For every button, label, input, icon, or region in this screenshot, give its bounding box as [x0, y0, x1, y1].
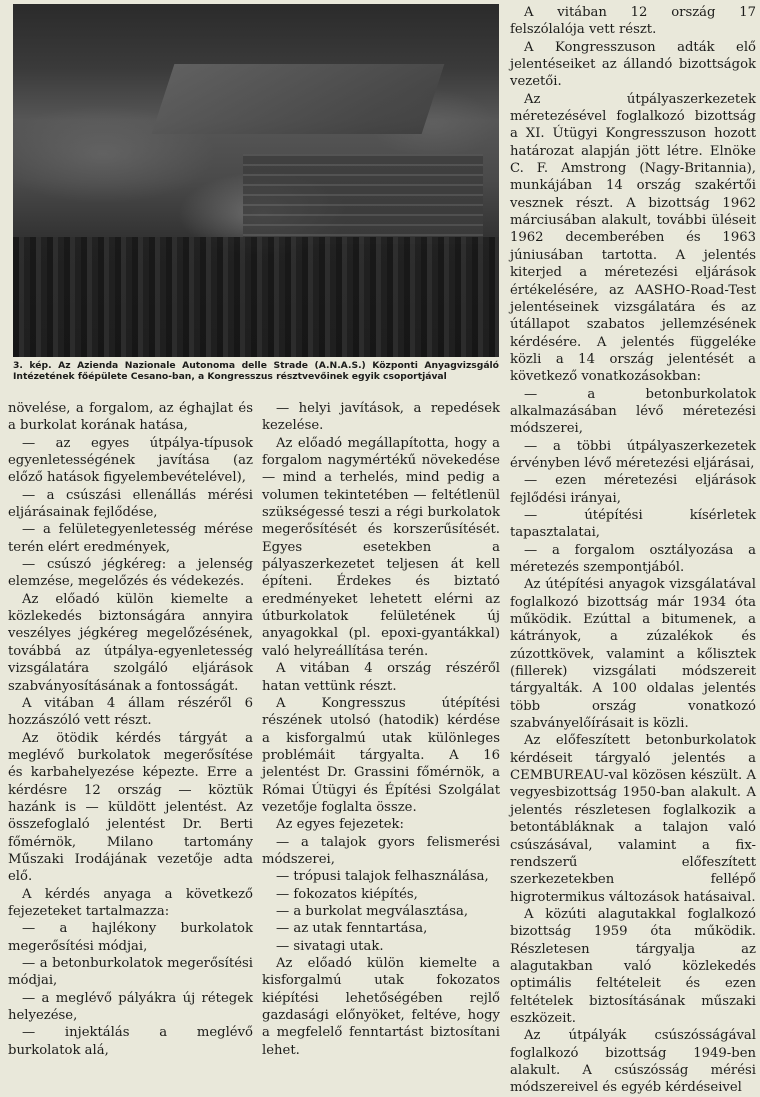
list-item: — a többi útpályaszerkezetek érvényben lévő méretezési eljárásai,: [510, 438, 756, 471]
list-item: — a hajlékony burkolatok megerősítési módjai,: [8, 921, 253, 954]
list-item: — a talajok gyors felismerési módszerei,: [262, 834, 500, 867]
list-item: — csúszó jégkéreg: a jelenség elemzése, megelőzés és védekezés.: [8, 557, 253, 590]
list-item: — a burkolat megválasztása,: [276, 903, 469, 919]
photo-crowd-shape: [13, 237, 499, 357]
paragraph: Az ötödik kérdés tárgyát a meglévő burkolatok megerősítése és karbahelyezése képezte. Erre a kérdésre 12 ország — köztük hazánk is — küldött jelentést. Az összefoglaló jelentést Dr. Berti főmérnök, Milano tartomány Műszaki Irodájának vezetője adta elő.: [8, 730, 253, 885]
list-item: — az egyes útpálya-típusok egyenletességének javítása (az előző hatások figyelembevételével),: [8, 435, 253, 486]
paragraph: A vitában 12 ország 17 felszólalója vett részt.: [510, 5, 756, 38]
list-item: — sivatagi utak.: [276, 938, 384, 954]
list-item: — a meglévő pályákra új rétegek helyezése,: [8, 990, 253, 1024]
conference-photo: [13, 4, 499, 357]
list-item: — ezen méretezési eljárások fejlődési irányai,: [510, 473, 756, 506]
list-item: — a forgalom osztályozása a méretezés szempontjából.: [510, 542, 756, 575]
list-item: — az utak fenntartása,: [276, 921, 428, 937]
paragraph: Az előadó külön kiemelte a kisforgalmú utak fokozatos kiépítési lehetőségében rejlő gazdasági előnyöket, feltéve, hogy a megfelelő fenntartást biztosítani lehet.: [262, 956, 500, 1058]
paragraph: Az előadó külön kiemelte a közlekedés biztonságára annyira veszélyes jégkéreg megelőzésének, továbbá az útpálya-egyenletesség vizsgálatára szolgáló eljárások szabványosításának a fontosságát.: [8, 591, 253, 694]
list-item: — a felületegyenletesség mérése terén elért eredmények,: [8, 522, 253, 555]
list-item: — a betonburkolatok megerősítési módjai,: [8, 956, 253, 989]
list-item: — trópusi talajok felhasználása,: [276, 869, 489, 885]
photo-building-shape: [243, 154, 483, 244]
paragraph: A közúti alagutakkal foglalkozó bizottság 1959 óta működik. Részletesen tárgyalja az alagutakban való közlekedés optimális feltételeit és ezen feltételek biztosításának műszaki eszközeit.: [510, 906, 756, 1026]
text-column-1: [8, 400, 253, 1059]
photo-caption: 3. kép. Az Azienda Nazionale Autonoma delle Strade (A.N.A.S.) Központi Anyagvizsgáló Intézetének főépülete Cesano-ban, a Kongresszus résztvevőinek egyik csoportjával: [13, 360, 499, 382]
paragraph: Az útpályaszerkezetek méretezésével foglalkozó bizottság a XI. Útügyi Kongresszuson hozott határozat alapján jött létre. Elnöke C. F. Amstrong (Nagy-Britannia), munkájában 14 ország szakértői vesznek részt. A bizottság 1962 márciusában alakult, további üléseit 1962 decemberében és 1963 júniusában tartotta. A jelentés kiterjed a méretezési eljárások értékelésére, az AASHO-Road-Test jelentéseinek vizsgálatára és az útállapot szabatos jellemzésének kérdésére. A jelentés függeléke közli a 14 ország jelentését a következő vonatkozásokban:: [510, 91, 756, 385]
paragraph: Az előadó megállapította, hogy a forgalom nagymértékű növekedése — mind a terhelés, mind pedig a volumen tekintetében — feltétlenül szükségessé teszi a régi burkolatok megerősítését és korszerűsítését. Egyes esetekben a pályaszerkezetet teljesen át kell építeni. Érdekes és biztató eredményeket lehetett elérni az útburkolatok felületének új anyagokkal (pl. epoxi-gyantákkal) való helyreállítása terén.: [262, 435, 500, 659]
paragraph: Az útépítési anyagok vizsgálatával foglalkozó bizottság már 1934 óta működik. Ezúttal a bitumenek, a kátrányok, a zúzalékok és zúzottkövek, valamint a kőlisztek (fillerek) vizsgálati módszereit tárgyalták. A 100 oldalas jelentés több ország vonatkozó szabványelőírásait is közli.: [510, 577, 756, 732]
list-item: — injektálás a meglévő burkolatok alá,: [8, 1025, 253, 1058]
paragraph: A Kongresszuson adták elő jelentéseiket az állandó bizottságok vezetői.: [510, 39, 756, 90]
list-item: — fokozatos kiépítés,: [276, 886, 418, 902]
text-column-3: [510, 4, 756, 1097]
list-item: — útépítési kísérletek tapasztalatai,: [510, 507, 756, 541]
list-item: — a csúszási ellenállás mérési eljárásainak fejlődése,: [8, 487, 253, 521]
paragraph: Az egyes fejezetek:: [276, 817, 404, 833]
paragraph: A vitában 4 állam részéről 6 hozzászóló vett részt.: [8, 695, 253, 729]
paragraph: A vitában 4 ország részéről hatan vettünk részt.: [262, 661, 500, 694]
list-item: — a betonburkolatok alkalmazásában lévő méretezési módszerei,: [510, 386, 756, 437]
paragraph: A Kongresszus útépítési részének utolsó (hatodik) kérdése a kisforgalmú utak különleges problémáit tárgyalta. A 16 jelentést Dr. Grassini főmérnök, a Római Útügyi és Építési Szolgálat vezetője foglalta össze.: [262, 695, 500, 815]
paragraph: A kérdés anyaga a következő fejezeteket tartalmazza:: [8, 886, 253, 919]
list-item: — helyi javítások, a repedések kezelése.: [262, 401, 500, 434]
paragraph: Az útpályák csúszósságával foglalkozó bizottság 1949-ben alakult. A csúszósság mérési módszereivel és egyéb kérdéseivel: [510, 1028, 756, 1096]
photo-roof-shape: [152, 64, 445, 134]
paragraph: Az előfeszített betonburkolatok kérdéseit tárgyaló jelentés a CEMBUREAU-val közösen készült. A vegyesbizottság 1950-ban alakult. A jelentés részletesen foglalkozik a betontábláknak a talajon való csúszásával, valamint a fix-rendszerű előfeszített szerkezetekben fellépő higrotermikus változások hatásaival.: [510, 733, 756, 905]
text-column-2: [262, 400, 500, 1059]
paragraph: növelése, a forgalom, az éghajlat és a burkolat korának hatása,: [8, 401, 253, 434]
